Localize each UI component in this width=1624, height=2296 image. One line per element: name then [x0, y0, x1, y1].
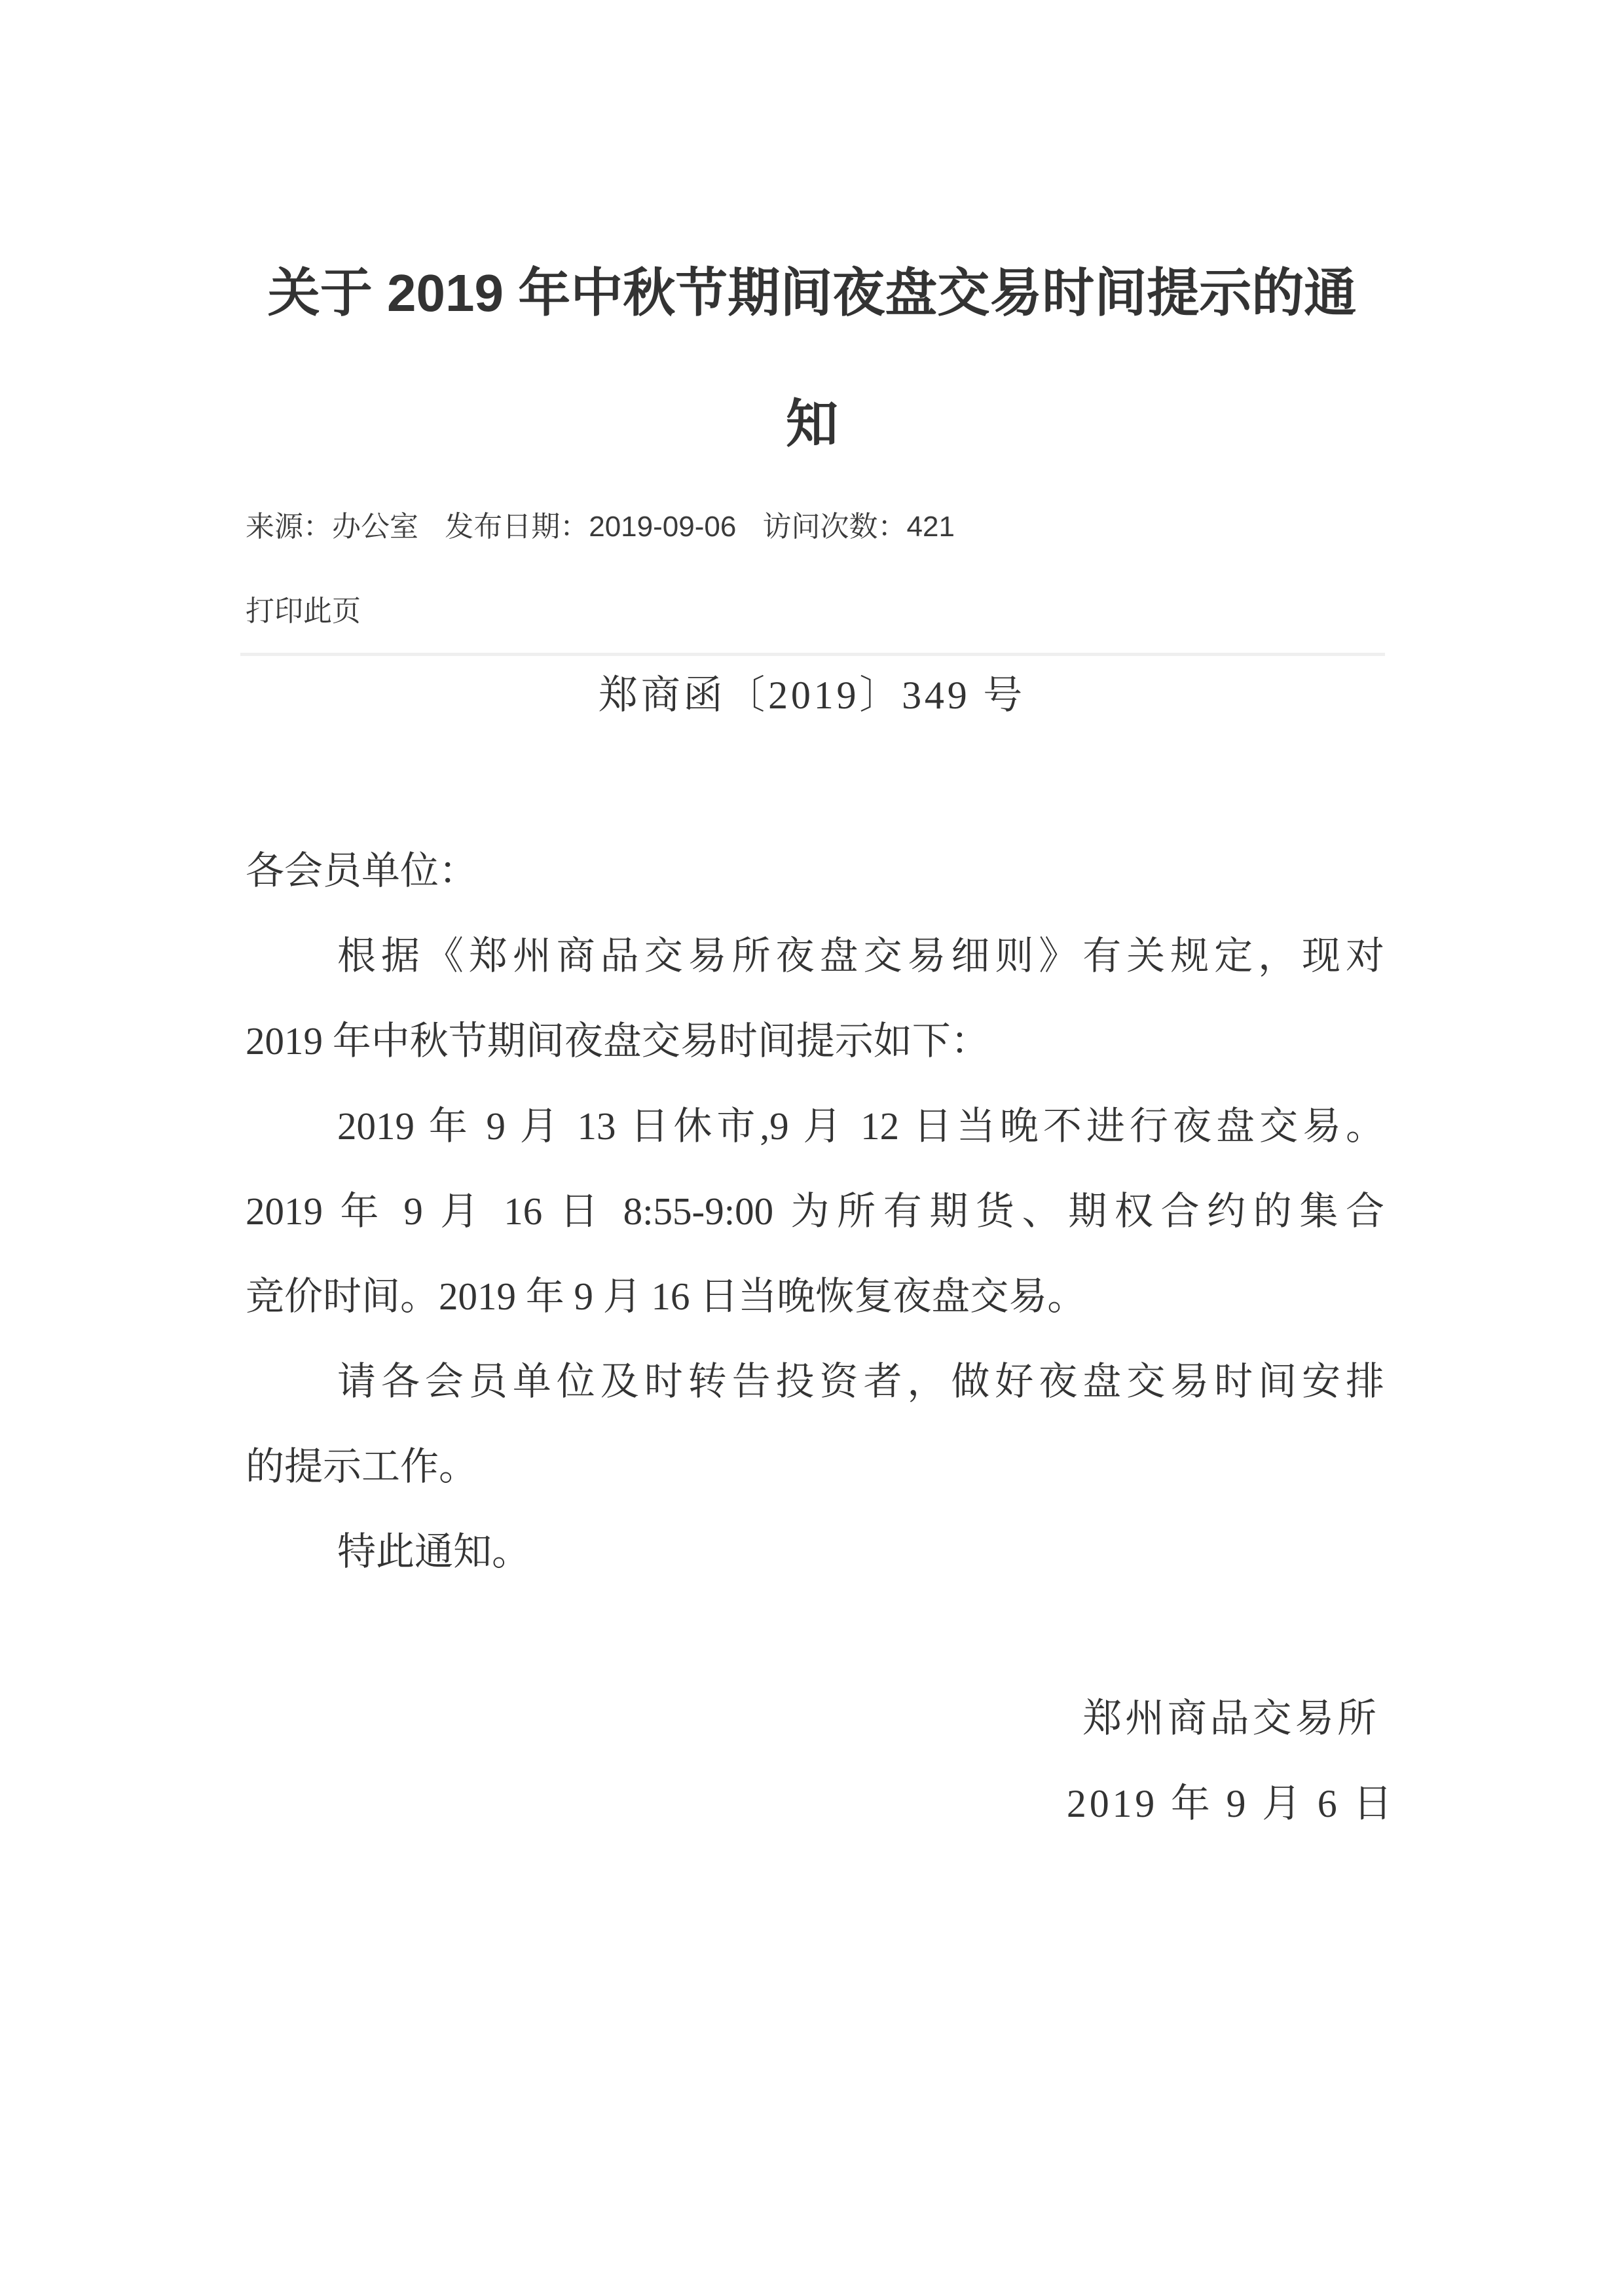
- views-label: 访问次数：: [762, 511, 907, 543]
- body-line: 各会员单位：: [246, 849, 478, 892]
- body-line: 2019 年 9 月 16 日 8:55-9:00 为所有期货、期权合约的集合: [246, 1190, 1384, 1233]
- print-page-link[interactable]: 打印此页: [246, 595, 361, 627]
- page-title-line-1: 关于 2019 年中秋节期间夜盘交易时间提示的通: [267, 264, 1357, 322]
- body-line: 根据《郑州商品交易所夜盘交易细则》有关规定，现对: [337, 934, 1384, 977]
- notice-body: [246, 828, 1384, 1594]
- meta-views: [763, 510, 955, 544]
- body-line: 2019 年 9 月 13 日休市,9 月 12 日当晚不进行夜盘交易。: [337, 1104, 1384, 1148]
- source-value: 办公室: [332, 511, 418, 543]
- body-line: 特此通知。: [337, 1530, 531, 1573]
- publish-date-value: 2019-09-06: [589, 511, 737, 543]
- signature-org: 郑州商品交易所: [1082, 1697, 1380, 1740]
- body-line: 请各会员单位及时转告投资者，做好夜盘交易时间安排: [337, 1360, 1384, 1403]
- meta-publish-date: [445, 510, 736, 544]
- body-line: 竞价时间。2019 年 9 月 16 日当晚恢复夜盘交易。: [246, 1275, 1086, 1318]
- source-label: 来源：: [246, 511, 332, 543]
- meta-source: [246, 510, 418, 544]
- page-title: [242, 228, 1382, 490]
- document-number: 郑商函〔2019〕349 号: [598, 674, 1026, 717]
- signature-date: 2019 年 9 月 6 日: [1066, 1782, 1396, 1825]
- signature-block: [1061, 1676, 1401, 1846]
- page-title-line-2: 知: [786, 395, 838, 453]
- views-value: 421: [906, 511, 955, 543]
- publish-date-label: 发布日期：: [445, 511, 589, 543]
- article-meta: [246, 510, 1385, 544]
- body-line: 的提示工作。: [246, 1445, 478, 1488]
- body-line: 2019 年中秋节期间夜盘交易时间提示如下：: [246, 1019, 989, 1063]
